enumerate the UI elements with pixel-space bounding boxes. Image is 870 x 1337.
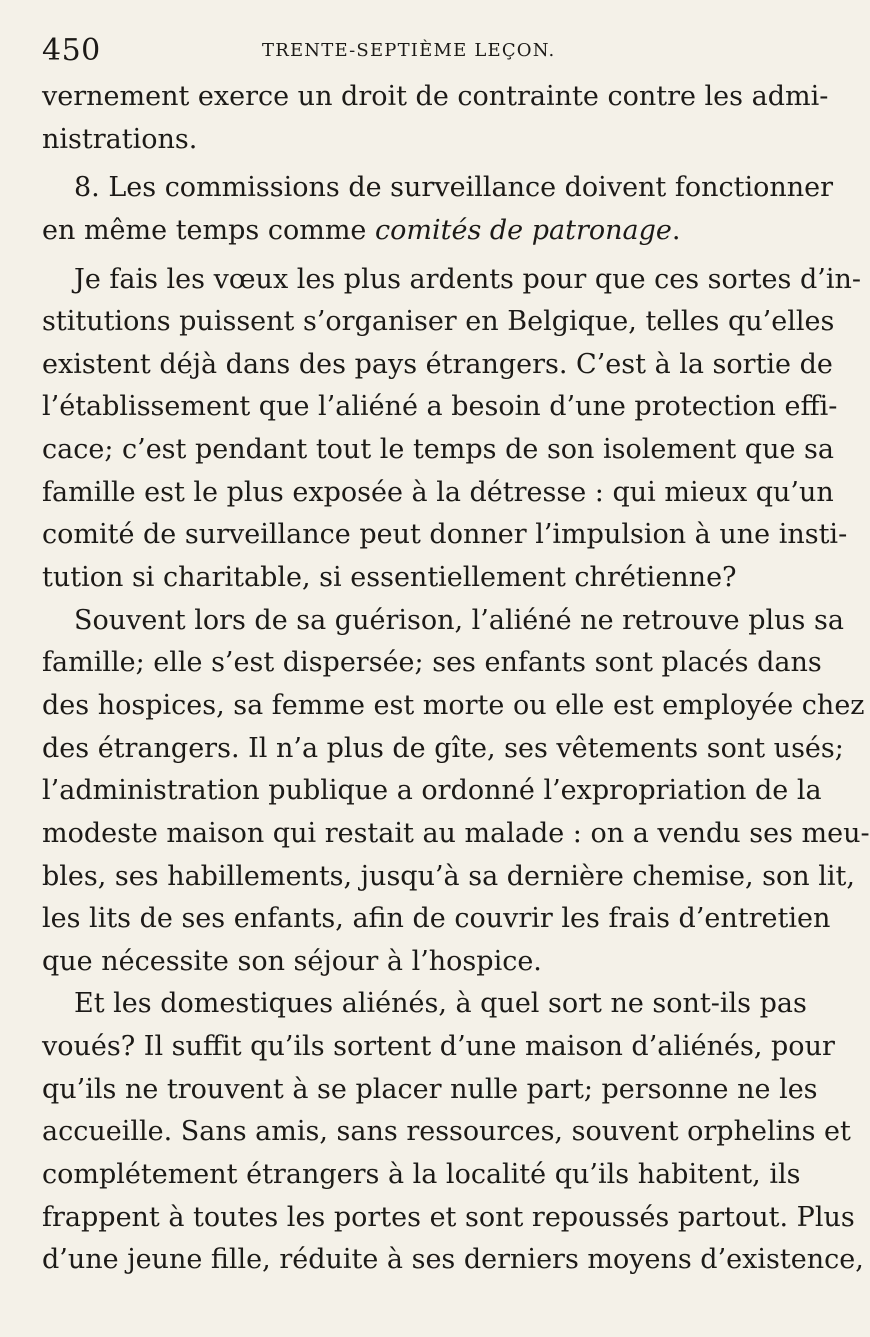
text-line: des hospices, sa femme est morte ou elle est employée chez <box>42 689 865 721</box>
page-body <box>42 76 870 1282</box>
text-line: accueille. Sans amis, sans ressources, souvent orphelins et <box>42 1116 851 1148</box>
text-line: des étrangers. Il n’a plus de gîte, ses vêtements sont usés; <box>42 732 844 764</box>
text-line: Souvent lors de sa guérison, l’aliéné ne retrouve plus sa <box>74 604 844 636</box>
text-line: les lits de ses enfants, afin de couvrir les frais d’entretien <box>42 903 831 935</box>
text-line: cace; c’est pendant tout le temps de son isolement que sa <box>42 434 834 466</box>
running-title: TRENTE-SEPTIÈME LEÇON. <box>262 40 556 61</box>
italic-text: comités de patronage <box>375 214 672 246</box>
text-line: bles, ses habillements, jusqu’à sa dernière chemise, son lit, <box>42 860 855 892</box>
text-span: en même temps comme <box>42 214 375 246</box>
page-number: 450 <box>42 33 101 68</box>
text-line-mixed <box>42 210 758 253</box>
text-line: frappent à toutes les portes et sont repoussés partout. Plus <box>42 1201 855 1233</box>
text-line: l’établissement que l’aliéné a besoin d’une protection effi- <box>42 391 838 423</box>
text-span: . <box>671 214 681 246</box>
text-line: voués? Il suffit qu’ils sortent d’une maison d’aliénés, pour <box>42 1031 835 1063</box>
text-line: 8. Les commissions de surveillance doivent fonctionner <box>74 172 834 204</box>
text-line: modeste maison qui restait au malade : on a vendu ses meu- <box>42 817 870 849</box>
text-line: d’une jeune fille, réduite à ses derniers moyens d’existence, <box>42 1244 864 1276</box>
paragraph-4 <box>42 600 870 984</box>
page-header <box>42 34 758 68</box>
text-line: Je fais les vœux les plus ardents pour que ces sortes d’in- <box>74 263 861 295</box>
text-line: Et les domestiques aliénés, à quel sort ne sont-ils pas <box>74 988 807 1020</box>
text-line: que nécessite son séjour à l’hospice. <box>42 945 542 977</box>
text-line: famille est le plus exposée à la détresse : qui mieux qu’un <box>42 476 834 508</box>
text-line: nistrations. <box>42 123 198 155</box>
paragraph-3 <box>42 259 861 600</box>
text-line: vernement exerce un droit de contrainte contre les admi- <box>42 81 829 112</box>
text-line: complétement étrangers à la localité qu’ils habitent, ils <box>42 1159 801 1191</box>
text-line: tution si charitable, si essentiellement chrétienne? <box>42 562 737 594</box>
text-line: famille; elle s’est dispersée; ses enfants sont placés dans <box>42 647 822 679</box>
text-line: comité de surveillance peut donner l’impulsion à une insti- <box>42 519 848 551</box>
text-line: qu’ils ne trouvent à se placer nulle part; personne ne les <box>42 1073 818 1105</box>
text-line: existent déjà dans des pays étrangers. C’est à la sortie de <box>42 348 833 380</box>
paragraph-2 <box>42 167 834 252</box>
text-line: stitutions puissent s’organiser en Belgique, telles qu’elles <box>42 306 835 338</box>
text-line: l’administration publique a ordonné l’expropriation de la <box>42 775 822 807</box>
paragraph-5 <box>42 983 864 1281</box>
paragraph-1 <box>42 76 829 161</box>
